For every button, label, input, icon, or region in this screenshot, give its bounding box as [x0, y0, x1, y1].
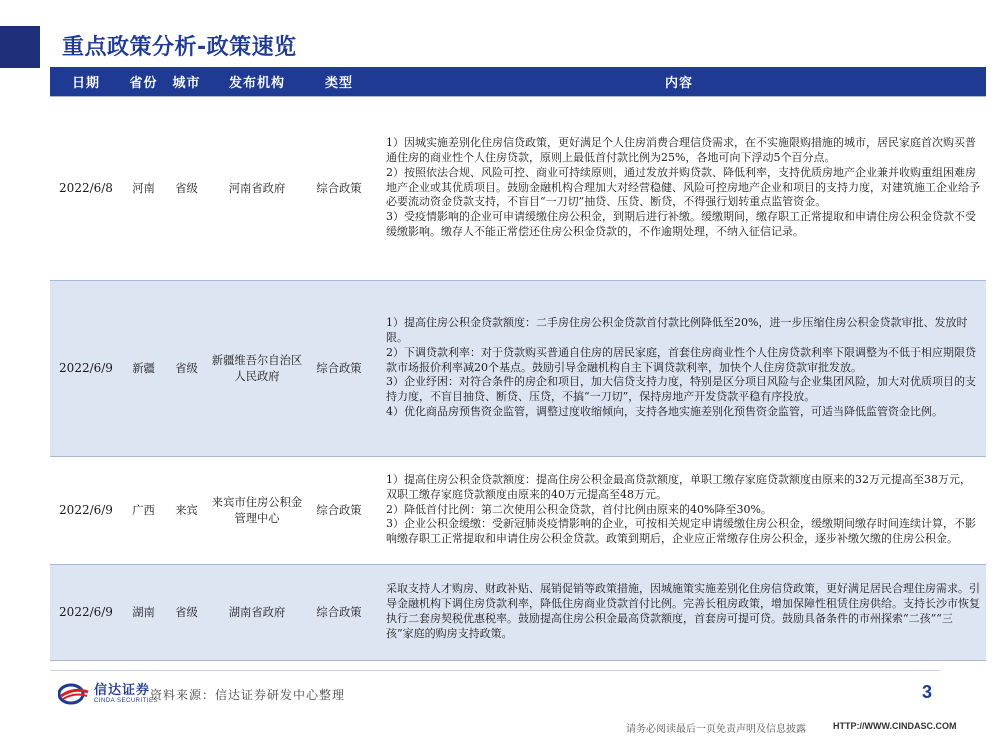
cell-province: 广西 [122, 456, 165, 564]
website-link[interactable]: HTTP://WWW.CINDASC.COM [833, 721, 957, 731]
cell-type: 综合政策 [306, 96, 372, 280]
cell-content [372, 456, 986, 564]
content-paragraph: 1）提高住房公积金贷款额度：提高住房公积金最高贷款额度，单职工缴存家庭贷款额度由原来的32万元提高至38万元，双职工缴存家庭贷款额度由原来的40万元提高至48万元。 [386, 473, 971, 501]
content-paragraph: 2）按照依法合规、风险可控、商业可持续原则，通过发放并购贷款、降低利率，支持优质房地产企业兼并收购重组困难房地产企业或其优质项目。鼓励金融机构合理加大对经营稳健、风险可控房地产企业和项目的支持力度，对建筑施工企业给予必要流动资金贷款支持，不盲目“一刀切”抽贷、压贷、断贷，不得强行划转重点监管资金。 [386, 165, 980, 209]
cell-province: 河南 [122, 96, 165, 280]
table-row [50, 96, 986, 280]
table-header-row [50, 67, 986, 96]
cell-date: 2022/6/9 [50, 280, 122, 456]
cell-province: 湖南 [122, 564, 165, 660]
content-paragraph: 1）提高住房公积金贷款额度：二手房住房公积金贷款首付款比例降低至20%，进一步压缩住房公积金贷款审批、发放时限。 [386, 316, 968, 344]
page-number: 3 [922, 682, 933, 702]
table-row [50, 564, 986, 660]
cell-date: 2022/6/8 [50, 96, 122, 280]
cell-city: 省级 [165, 96, 208, 280]
header-province: 省份 [122, 67, 165, 96]
table-row [50, 456, 986, 564]
source-note: 资料来源：信达证券研发中心整理 [150, 688, 346, 702]
cell-content [372, 564, 986, 660]
page-title: 重点政策分析-政策速览 [62, 35, 297, 60]
content-paragraph: 2）下调贷款利率：对于贷款购买普通自住房的居民家庭，首套住房商业性个人住房贷款利率下限调整为不低于相应期限贷款市场报价利率减20个基点。鼓励引导金融机构自主下调贷款利率，加快个人住房贷款审批发放。 [386, 345, 976, 374]
content-paragraph: 采取支持人才购房、财政补贴、展销促销等政策措施，因城施策实施差别化住房信贷政策，更好满足居民合理住房需求。引导金融机构下调住房贷款利率，降低住房商业贷款首付比例。完善长租房政策，增加保障性租赁住房供给。支持长沙市恢复执行二套房契税优惠税率。鼓励提高住房公积金最高贷款额度，首套房可提可贷。鼓励具备条件的市州探索“二孩”“三孩”家庭的购房支持政策。 [386, 582, 980, 640]
cell-date: 2022/6/9 [50, 564, 122, 660]
policy-table [50, 67, 986, 661]
logo-name-en: CINDA SECURITIES [94, 698, 159, 704]
header-agency: 发布机构 [208, 67, 306, 96]
table-row [50, 280, 986, 456]
cell-type: 综合政策 [306, 564, 372, 660]
cell-city: 省级 [165, 564, 208, 660]
header-content: 内容 [372, 67, 986, 96]
cell-agency: 新疆维吾尔自治区人民政府 [208, 280, 306, 456]
cell-content [372, 280, 986, 456]
cell-city: 来宾 [165, 456, 208, 564]
cell-agency: 湖南省政府 [208, 564, 306, 660]
disclaimer-text: 请务必阅读最后一页免责声明及信息披露 [626, 724, 806, 735]
content-paragraph: 3）企业公积金缓缴：受新冠肺炎疫情影响的企业，可按相关规定申请缓缴住房公积金，缓缴期间缴存时间连续计算，不影响缴存职工正常提取和申请住房公积金贷款。政策到期后，企业应正常缴存住房公积金，逐步补缴欠缴的住房公积金。 [386, 517, 976, 546]
content-paragraph: 3）受疫情影响的企业可申请缓缴住房公积金，到期后进行补缴。缓缴期间，缴存职工正常提取和申请住房公积金贷款不受缓缴影响。缴存人不能正常偿还住房公积金贷款的，不作逾期处理，不纳入征信记录。 [386, 210, 976, 238]
content-paragraph: 1）因城实施差别化住房信贷政策，更好满足个人住房消费合理信贷需求，在不实施限购措施的城市，居民家庭首次购买普通住房的商业性个人住房贷款，原则上最低首付款比例为25%，各地可向下浮动5个百分点。 [386, 136, 976, 164]
header-type: 类型 [306, 67, 372, 96]
logo-name-cn: 信达证券 [94, 683, 151, 698]
cell-type: 综合政策 [306, 280, 372, 456]
content-paragraph: 2）降低首付比例：第二次使用公积金贷款，首付比例由原来的40%降至30%。 [386, 502, 772, 516]
cell-agency: 来宾市住房公积金管理中心 [208, 456, 306, 564]
cell-date: 2022/6/9 [50, 456, 122, 564]
header-date: 日期 [50, 67, 122, 96]
footer-divider [50, 670, 940, 671]
cell-content [372, 96, 986, 280]
cell-province: 新疆 [122, 280, 165, 456]
content-paragraph: 4）优化商品房预售资金监管，调整过度收缩倾向，支持各地实施差别化预售资金监管，可适当降低监管资金比例。 [386, 404, 943, 418]
cell-city: 省级 [165, 280, 208, 456]
cell-agency: 河南省政府 [208, 96, 306, 280]
company-logo [58, 683, 158, 705]
title-accent-block [0, 26, 40, 68]
header-city: 城市 [165, 67, 208, 96]
logo-mark-icon [58, 683, 90, 705]
content-paragraph: 3）企业纾困：对符合条件的房企和项目，加大信贷支持力度，特别是区分项目风险与企业集团风险，加大对优质项目的支持力度，不盲目抽贷、断贷、压贷，不搞“一刀切”，保持房地产开发贷款平稳有序投放。 [386, 375, 976, 404]
cell-type: 综合政策 [306, 456, 372, 564]
